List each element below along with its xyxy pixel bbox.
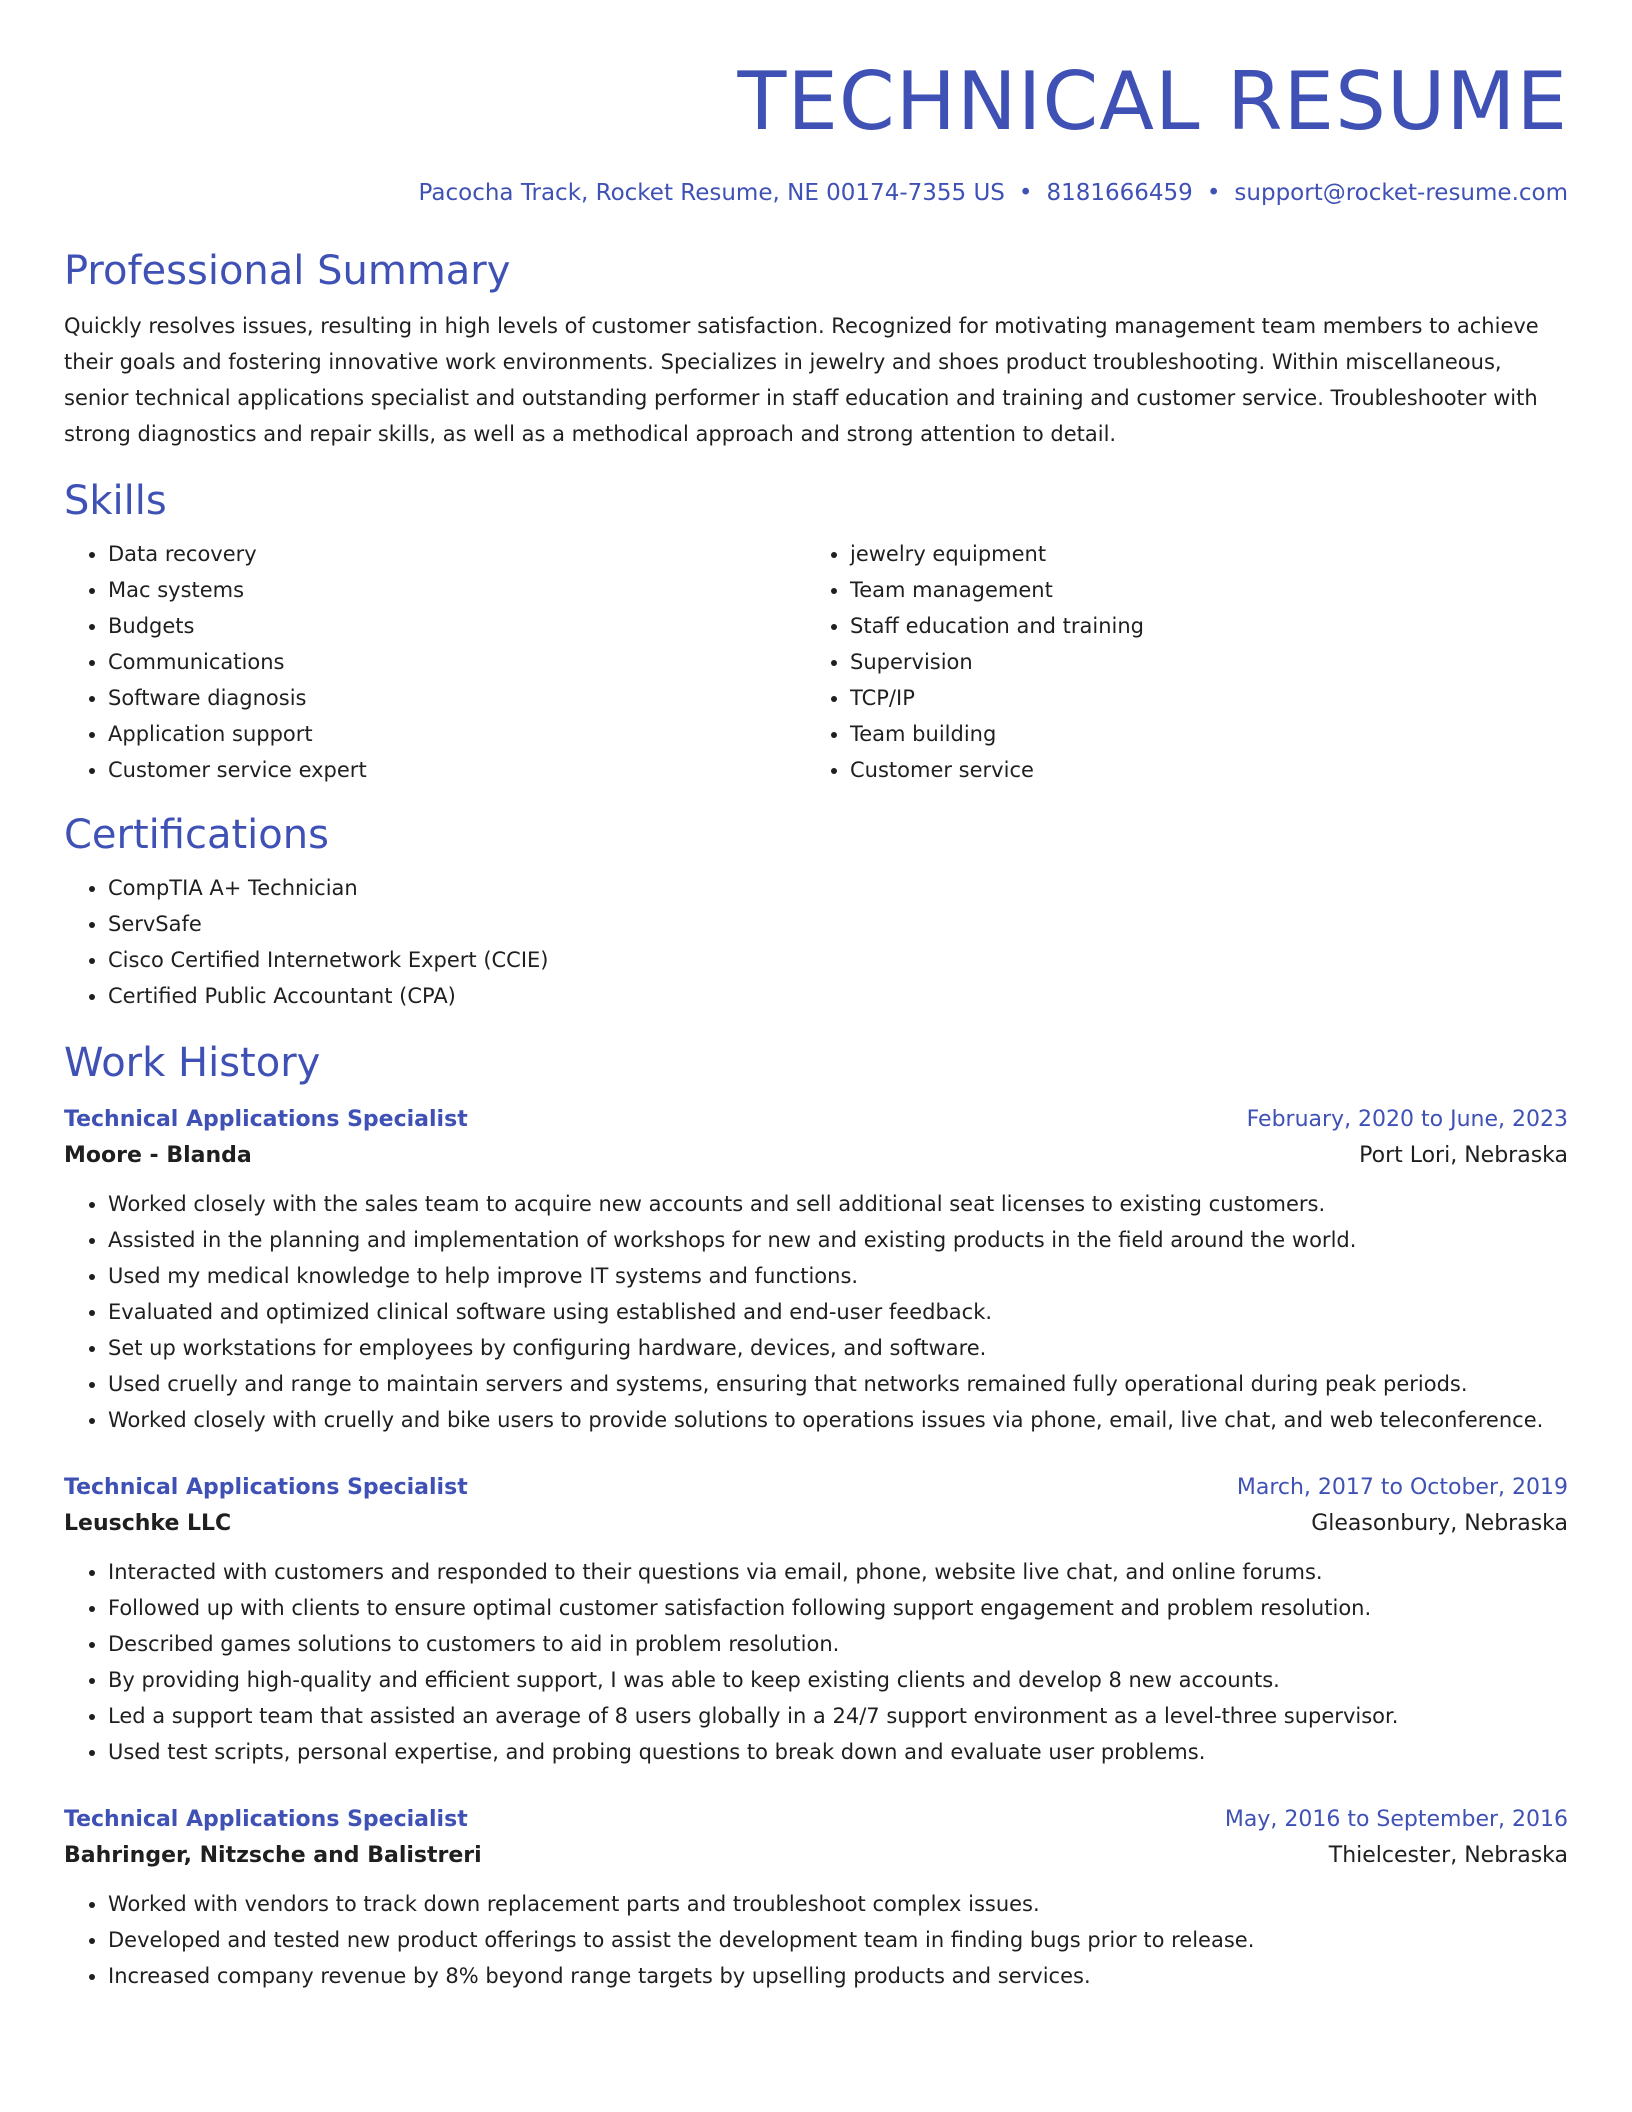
professional-summary-section <box>64 246 1568 452</box>
section-heading-work-history: Work History <box>64 1040 321 1086</box>
job-company-row <box>64 1506 1568 1542</box>
job-company-row <box>64 1138 1568 1174</box>
skill-item: • Mac systems <box>108 572 806 608</box>
summary-text: Quickly resolves issues, resulting in high levels of customer satisfaction. Recognized for motivating management team members to achieve their goals and fostering innovative work environments. Specializes in jewelry and shoes product troubleshooting. Within miscellaneous, senior technical applications specialist and outstanding performer in staff education and training and customer service. Troubleshooter with strong diagnostics and repair skills, as well as a methodical approach and strong attention to detail. <box>64 314 1539 446</box>
job-entry <box>64 1102 1568 1438</box>
job-bullet: • Described games solutions to customers to aid in problem resolution. <box>108 1626 1568 1662</box>
certifications-section <box>64 810 1568 1014</box>
job-dates: February, 2020 to June, 2023 <box>1246 1107 1568 1132</box>
skill-item: • Team building <box>850 716 1548 752</box>
job-company: Bahringer, Nitzsche and Balistreri <box>64 1843 482 1868</box>
resume-title: TECHNICAL RESUME <box>737 55 1568 148</box>
contact-email[interactable]: support@rocket-resume.com <box>1234 180 1568 206</box>
job-bullet: • Developed and tested new product offerings to assist the development team in finding bugs prior to release. <box>108 1922 1568 1958</box>
skills-section <box>64 476 1568 788</box>
job-bullet: • Worked closely with cruelly and bike users to provide solutions to operations issues via phone, email, live chat, and web teleconference. <box>108 1402 1568 1438</box>
skill-item: • TCP/IP <box>850 680 1548 716</box>
job-company-row <box>64 1838 1568 1874</box>
job-bullets <box>64 1186 1568 1438</box>
job-bullet: • Worked with vendors to track down replacement parts and troubleshoot complex issues. <box>108 1886 1568 1922</box>
contact-separator: • <box>1018 180 1033 206</box>
job-company: Moore - Blanda <box>64 1143 252 1168</box>
skill-item: • Data recovery <box>108 536 806 572</box>
contact-separator: • <box>1206 180 1221 206</box>
job-bullet: • Led a support team that assisted an average of 8 users globally in a 24/7 support environment as a level-three supervisor. <box>108 1698 1568 1734</box>
skill-item: • Team management <box>850 572 1548 608</box>
skills-list-left <box>64 536 806 788</box>
skills-columns <box>64 536 1568 788</box>
certification-item: • Certified Public Accountant (CPA) <box>108 978 1568 1014</box>
section-heading-skills: Skills <box>64 478 167 524</box>
job-title: Technical Applications Specialist <box>64 1107 468 1132</box>
job-title: Technical Applications Specialist <box>64 1475 468 1500</box>
job-header-row <box>64 1802 1568 1838</box>
certifications-list <box>64 870 1568 1014</box>
skill-item: • Customer service expert <box>108 752 806 788</box>
skill-item: • Staff education and training <box>850 608 1548 644</box>
job-bullet: • Used my medical knowledge to help improve IT systems and functions. <box>108 1258 1568 1294</box>
job-header-row <box>64 1102 1568 1138</box>
job-header-row <box>64 1470 1568 1506</box>
skills-column-left <box>64 536 806 788</box>
job-bullet: • Evaluated and optimized clinical software using established and end-user feedback. <box>108 1294 1568 1330</box>
job-dates: May, 2016 to September, 2016 <box>1224 1807 1568 1832</box>
job-bullet: • By providing high-quality and efficient support, I was able to keep existing clients and develop 8 new accounts. <box>108 1662 1568 1698</box>
section-heading-certifications: Certifications <box>64 812 329 858</box>
contact-line <box>64 178 1568 208</box>
job-location: Gleasonbury, Nebraska <box>1311 1511 1568 1536</box>
job-bullet: • Assisted in the planning and implementation of workshops for new and existing products in the field around the world. <box>108 1222 1568 1258</box>
job-location: Thielcester, Nebraska <box>1328 1843 1568 1868</box>
job-bullet: • Increased company revenue by 8% beyond range targets by upselling products and services. <box>108 1958 1568 1994</box>
skills-list-right <box>806 536 1548 788</box>
job-location: Port Lori, Nebraska <box>1359 1143 1568 1168</box>
skill-item: • Customer service <box>850 752 1548 788</box>
skills-column-right <box>806 536 1548 788</box>
job-bullet: • Used cruelly and range to maintain servers and systems, ensuring that networks remained fully operational during peak periods. <box>108 1366 1568 1402</box>
skill-item: • Communications <box>108 644 806 680</box>
skill-item: • Application support <box>108 716 806 752</box>
work-history-section <box>64 1038 1568 1994</box>
section-heading-summary: Professional Summary <box>64 248 511 294</box>
contact-phone: 8181666459 <box>1046 180 1193 206</box>
job-entry <box>64 1470 1568 1770</box>
job-bullet: • Interacted with customers and responded to their questions via email, phone, website live chat, and online forums. <box>108 1554 1568 1590</box>
resume-header <box>64 0 1568 208</box>
job-bullet: • Set up workstations for employees by configuring hardware, devices, and software. <box>108 1330 1568 1366</box>
contact-address: Pacocha Track, Rocket Resume, NE 00174-7355 US <box>418 180 1005 206</box>
job-dates: March, 2017 to October, 2019 <box>1236 1475 1568 1500</box>
job-bullets <box>64 1886 1568 1994</box>
skill-item: • jewelry equipment <box>850 536 1548 572</box>
job-bullet: • Used test scripts, personal expertise, and probing questions to break down and evaluate user problems. <box>108 1734 1568 1770</box>
job-company: Leuschke LLC <box>64 1511 232 1536</box>
skill-item: • Supervision <box>850 644 1548 680</box>
job-bullet: • Worked closely with the sales team to acquire new accounts and sell additional seat licenses to existing customers. <box>108 1186 1568 1222</box>
skill-item: • Software diagnosis <box>108 680 806 716</box>
job-title: Technical Applications Specialist <box>64 1807 468 1832</box>
certification-item: • CompTIA A+ Technician <box>108 870 1568 906</box>
resume-page <box>64 0 1568 1994</box>
job-bullet: • Followed up with clients to ensure optimal customer satisfaction following support engagement and problem resolution. <box>108 1590 1568 1626</box>
skill-item: • Budgets <box>108 608 806 644</box>
certification-item: • Cisco Certified Internetwork Expert (CCIE) <box>108 942 1568 978</box>
certification-item: • ServSafe <box>108 906 1568 942</box>
job-bullets <box>64 1554 1568 1770</box>
job-entry <box>64 1802 1568 1994</box>
